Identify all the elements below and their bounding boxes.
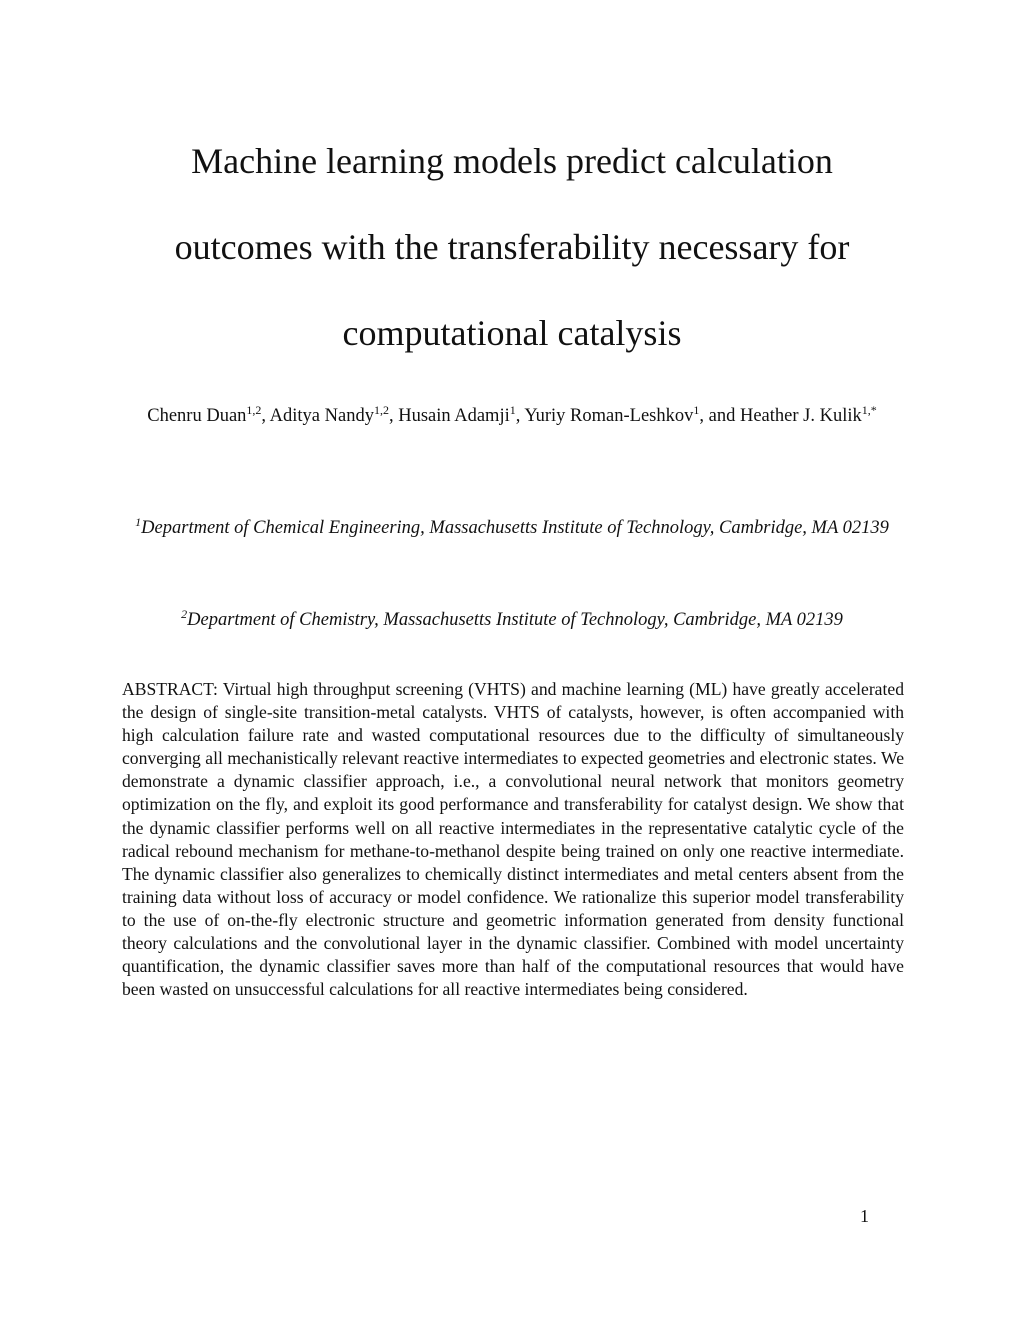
author-name: Yuriy Roman-Leshkov: [524, 406, 694, 426]
affiliation-mark: 2: [181, 606, 188, 621]
author-name: Chenru Duan: [147, 406, 247, 426]
author-separator: ,: [515, 406, 525, 426]
author-separator: ,: [261, 406, 270, 426]
author-name: Heather J. Kulik: [739, 406, 862, 426]
author-separator: ,: [388, 406, 399, 426]
author-affiliation-mark: 1: [509, 402, 516, 417]
title-line-1: Machine learning models predict calculation: [191, 141, 833, 181]
author-affiliation-mark: 1: [693, 402, 700, 417]
author-separator: , and: [699, 406, 740, 426]
paper-title: [100, 118, 924, 376]
affiliation-mark: 1: [135, 514, 142, 529]
affiliation-text: Department of Chemical Engineering, Massachusetts Institute of Technology, Cambridge, MA 02139: [141, 518, 889, 538]
title-line-2: outcomes with the transferability necessary for: [174, 227, 850, 267]
author-affiliation-mark: 1,*: [861, 402, 877, 417]
author-affiliation-mark: 1,2: [246, 402, 262, 417]
author-affiliation-mark: 1,2: [373, 402, 389, 417]
page-number: 1: [860, 1206, 869, 1226]
author-name: Husain Adamji: [398, 406, 510, 426]
affiliation-2: [100, 597, 924, 643]
author-list: [110, 393, 914, 439]
affiliation-1: [100, 505, 924, 551]
affiliation-text: Department of Chemistry, Massachusetts Institute of Technology, Cambridge, MA 02139: [187, 610, 843, 630]
author-name: Aditya Nandy: [269, 406, 374, 426]
title-line-3: computational catalysis: [342, 313, 682, 353]
abstract: ABSTRACT: Virtual high throughput screening (VHTS) and machine learning (ML) have greatly accelerated the design of single-site transition-metal catalysts. VHTS of catalysts, however, is often accompanied with high calculation failure rate and wasted computational resources due to the difficulty of simultaneously converging all mechanistically relevant reactive intermediates to expected geometries and electronic states. We demonstrate a dynamic classifier approach, i.e., a convolutional neural network that monitors geometry optimization on the fly, and exploit its good performance and transferability for catalyst design. We show that the dynamic classifier performs well on all reactive intermediates in the representative catalytic cycle of the radical rebound mechanism for methane-to-methanol despite being trained on only one reactive intermediate. The dynamic classifier also generalizes to chemically distinct intermediates and metal centers absent from the training data without loss of accuracy or model confidence. We rationalize this superior model transferability to the use of on-the-fly electronic structure and geometric information generated from density functional theory calculations and the convolutional layer in the dynamic classifier. Combined with model uncertainty quantification, the dynamic classifier saves more than half of the computational resources that would have been wasted on unsuccessful calculations for all reactive intermediates being considered.: [122, 679, 904, 1000]
